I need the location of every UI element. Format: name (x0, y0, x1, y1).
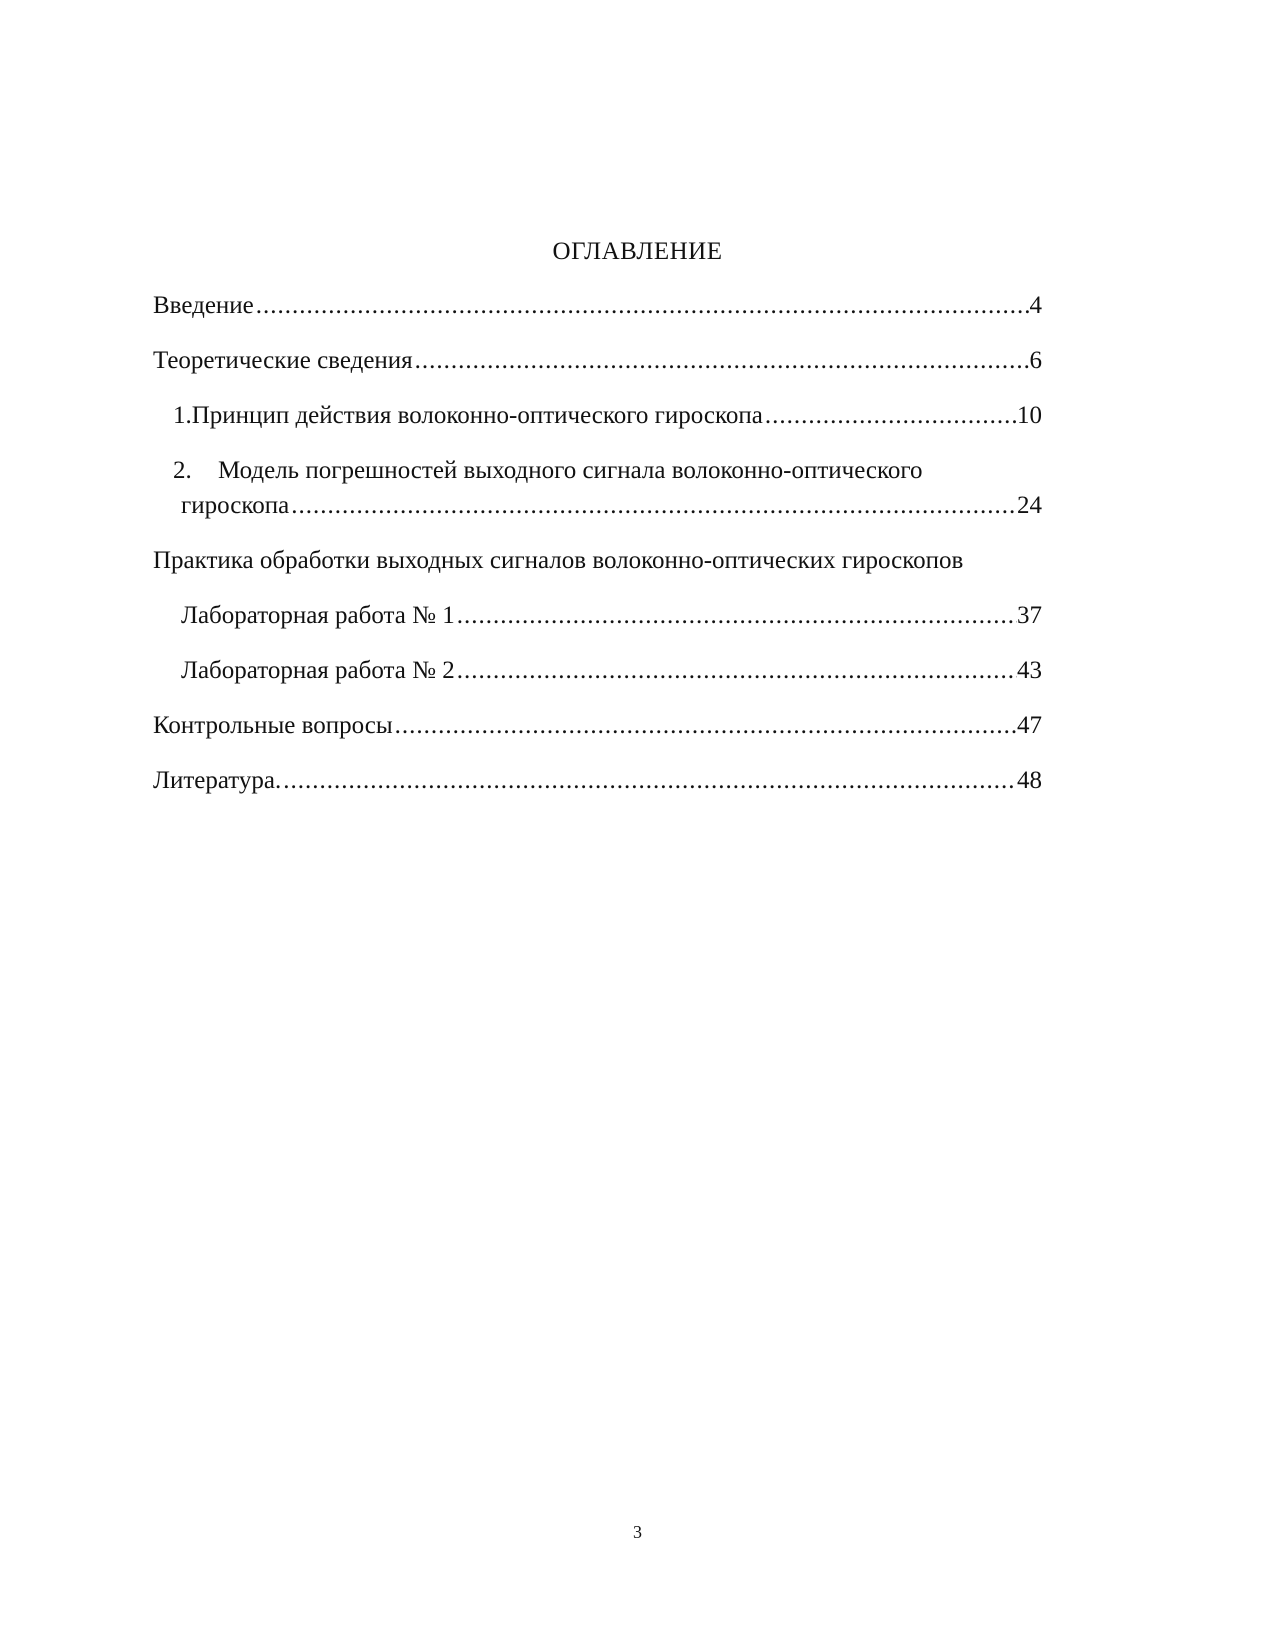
toc-entry-questions[interactable] (153, 710, 1042, 742)
toc-entry-label: Литература. (153, 767, 282, 794)
toc-title: ОГЛАВЛЕНИЕ (552, 238, 723, 265)
toc-entry-label: Модель погрешностей выходного сигнала волоконно-оптического (218, 457, 923, 484)
dot-leader (289, 490, 1017, 522)
toc-entry-page: 6 (1029, 347, 1042, 374)
toc-entry-label: Теоретические сведения (153, 347, 413, 374)
toc-entry-page: 10 (1017, 402, 1042, 429)
toc-entry-number: 2. (173, 457, 192, 484)
toc-entry-label: Принцип действия волоконно-оптического гироскопа (191, 402, 763, 429)
toc-entry-section-2-cont[interactable] (181, 490, 1042, 522)
toc-entry-label-cont: гироскопа (181, 492, 290, 519)
toc-entry-page: 24 (1017, 492, 1042, 519)
dot-leader (393, 710, 1017, 742)
toc-entry-section-2[interactable] (173, 455, 923, 487)
page-number: 3 (633, 1522, 642, 1542)
toc-entry-page: 48 (1017, 767, 1042, 794)
dot-leader (455, 655, 1017, 687)
toc-entry-page: 37 (1017, 602, 1042, 629)
toc-entry-label: Лабораторная работа № 1 (181, 602, 455, 629)
toc-entry-page: 47 (1017, 712, 1042, 739)
toc-entry-introduction[interactable] (153, 290, 1042, 322)
toc-entry-page: 43 (1017, 657, 1042, 684)
toc-entry-number: 1. (173, 402, 192, 429)
toc-entry-label: Лабораторная работа № 2 (181, 657, 455, 684)
dot-leader (455, 600, 1017, 632)
dot-leader (763, 400, 1017, 432)
toc-entry-practice[interactable] (153, 545, 963, 577)
toc-entry-label: Практика обработки выходных сигналов волоконно-оптических гироскопов (153, 547, 964, 574)
dot-leader (413, 345, 1030, 377)
toc-entry-label: Введение (153, 292, 254, 319)
toc-entry-literature[interactable] (153, 765, 1042, 797)
toc-entry-lab-1[interactable] (181, 600, 1042, 632)
toc-entry-label: Контрольные вопросы (153, 712, 393, 739)
toc-entry-theory[interactable] (153, 345, 1042, 377)
dot-leader (281, 765, 1017, 797)
toc-entry-section-1[interactable] (173, 400, 1042, 432)
toc-entry-page: 4 (1029, 292, 1042, 319)
dot-leader (254, 290, 1030, 322)
toc-entry-lab-2[interactable] (181, 655, 1042, 687)
